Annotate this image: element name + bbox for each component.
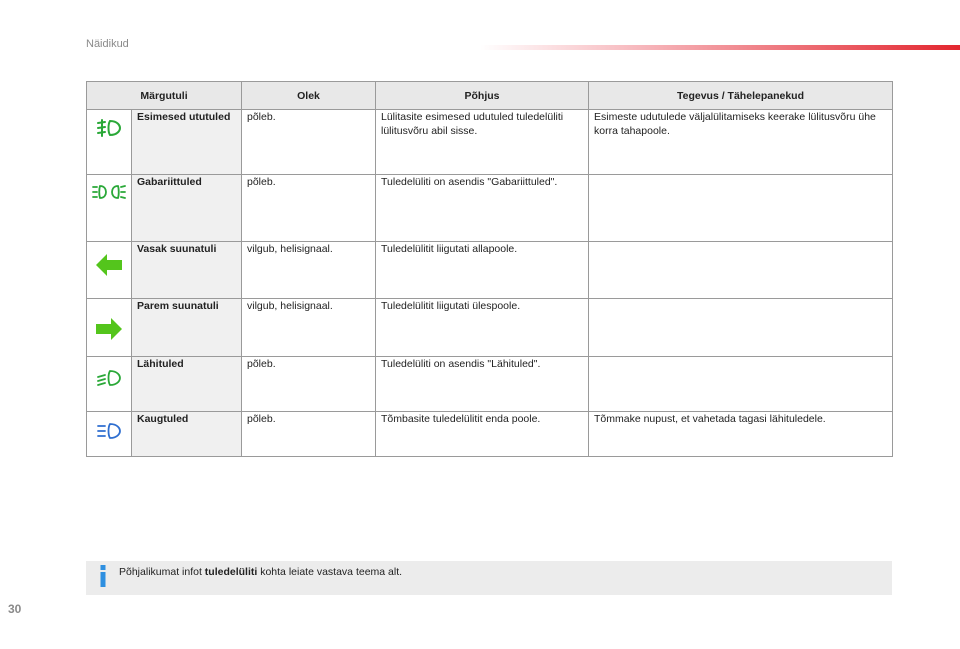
note-text-bold: tuledelüliti	[204, 566, 258, 578]
table-row	[87, 299, 893, 357]
row-cause: Tuledelüliti on asendis "Gabariittuled".	[376, 175, 589, 242]
section-title: Näidikud	[86, 38, 129, 50]
header-olek: Olek	[242, 82, 376, 110]
row-state: põleb.	[242, 175, 376, 242]
table-row	[87, 175, 893, 242]
right-turn-signal-icon	[95, 316, 123, 342]
info-note	[86, 561, 892, 595]
info-icon	[98, 565, 108, 587]
row-name: Esimesed ututuled	[132, 110, 242, 175]
row-state: põleb.	[242, 412, 376, 457]
info-note-text	[119, 566, 402, 578]
row-action	[589, 357, 893, 412]
main-beam-icon	[96, 422, 122, 440]
row-name: Vasak suunatuli	[132, 242, 242, 299]
row-name: Parem suunatuli	[132, 299, 242, 357]
row-state: põleb.	[242, 357, 376, 412]
row-name: Gabariittuled	[132, 175, 242, 242]
row-state: vilgub, helisignaal.	[242, 299, 376, 357]
table-row	[87, 357, 893, 412]
table-row	[87, 110, 893, 175]
row-action	[589, 175, 893, 242]
header-pohjus: Põhjus	[376, 82, 589, 110]
left-turn-signal-icon	[95, 252, 123, 278]
row-action	[589, 242, 893, 299]
header-markgutuli: Märgutuli	[87, 82, 242, 110]
row-cause: Lülitasite esimesed udutuled tuledelüliti lülitusvõru abil sisse.	[376, 110, 589, 175]
row-state: vilgub, helisignaal.	[242, 242, 376, 299]
sidelights-icon	[92, 183, 126, 201]
row-cause: Tuledelülitit liigutati ülespoole.	[376, 299, 589, 357]
row-action: Esimeste udutulede väljalülitamiseks keerake lülitusvõru ühe korra tahapoole.	[589, 110, 893, 175]
row-name: Kaugtuled	[132, 412, 242, 457]
header-tegevus: Tegevus / Tähelepanekud	[589, 82, 893, 110]
table-header-row	[87, 82, 893, 110]
warning-lights-table	[86, 81, 893, 457]
row-cause: Tõmbasite tuledelülitit enda poole.	[376, 412, 589, 457]
row-action: Tõmmake nupust, et vahetada tagasi lähituledele.	[589, 412, 893, 457]
page-number: 30	[8, 602, 22, 616]
note-text-after: kohta leiate vastava teema alt.	[257, 566, 403, 578]
note-text-before: Põhjalikumat infot	[119, 566, 205, 578]
header-accent-line	[480, 45, 960, 50]
row-cause: Tuledelülitit liigutati allapoole.	[376, 242, 589, 299]
dipped-beam-icon	[96, 369, 122, 387]
row-cause: Tuledelüliti on asendis "Lähituled".	[376, 357, 589, 412]
table-row	[87, 242, 893, 299]
front-fog-light-icon	[96, 118, 122, 138]
row-action	[589, 299, 893, 357]
row-name: Lähituled	[132, 357, 242, 412]
row-state: põleb.	[242, 110, 376, 175]
table-row	[87, 412, 893, 457]
